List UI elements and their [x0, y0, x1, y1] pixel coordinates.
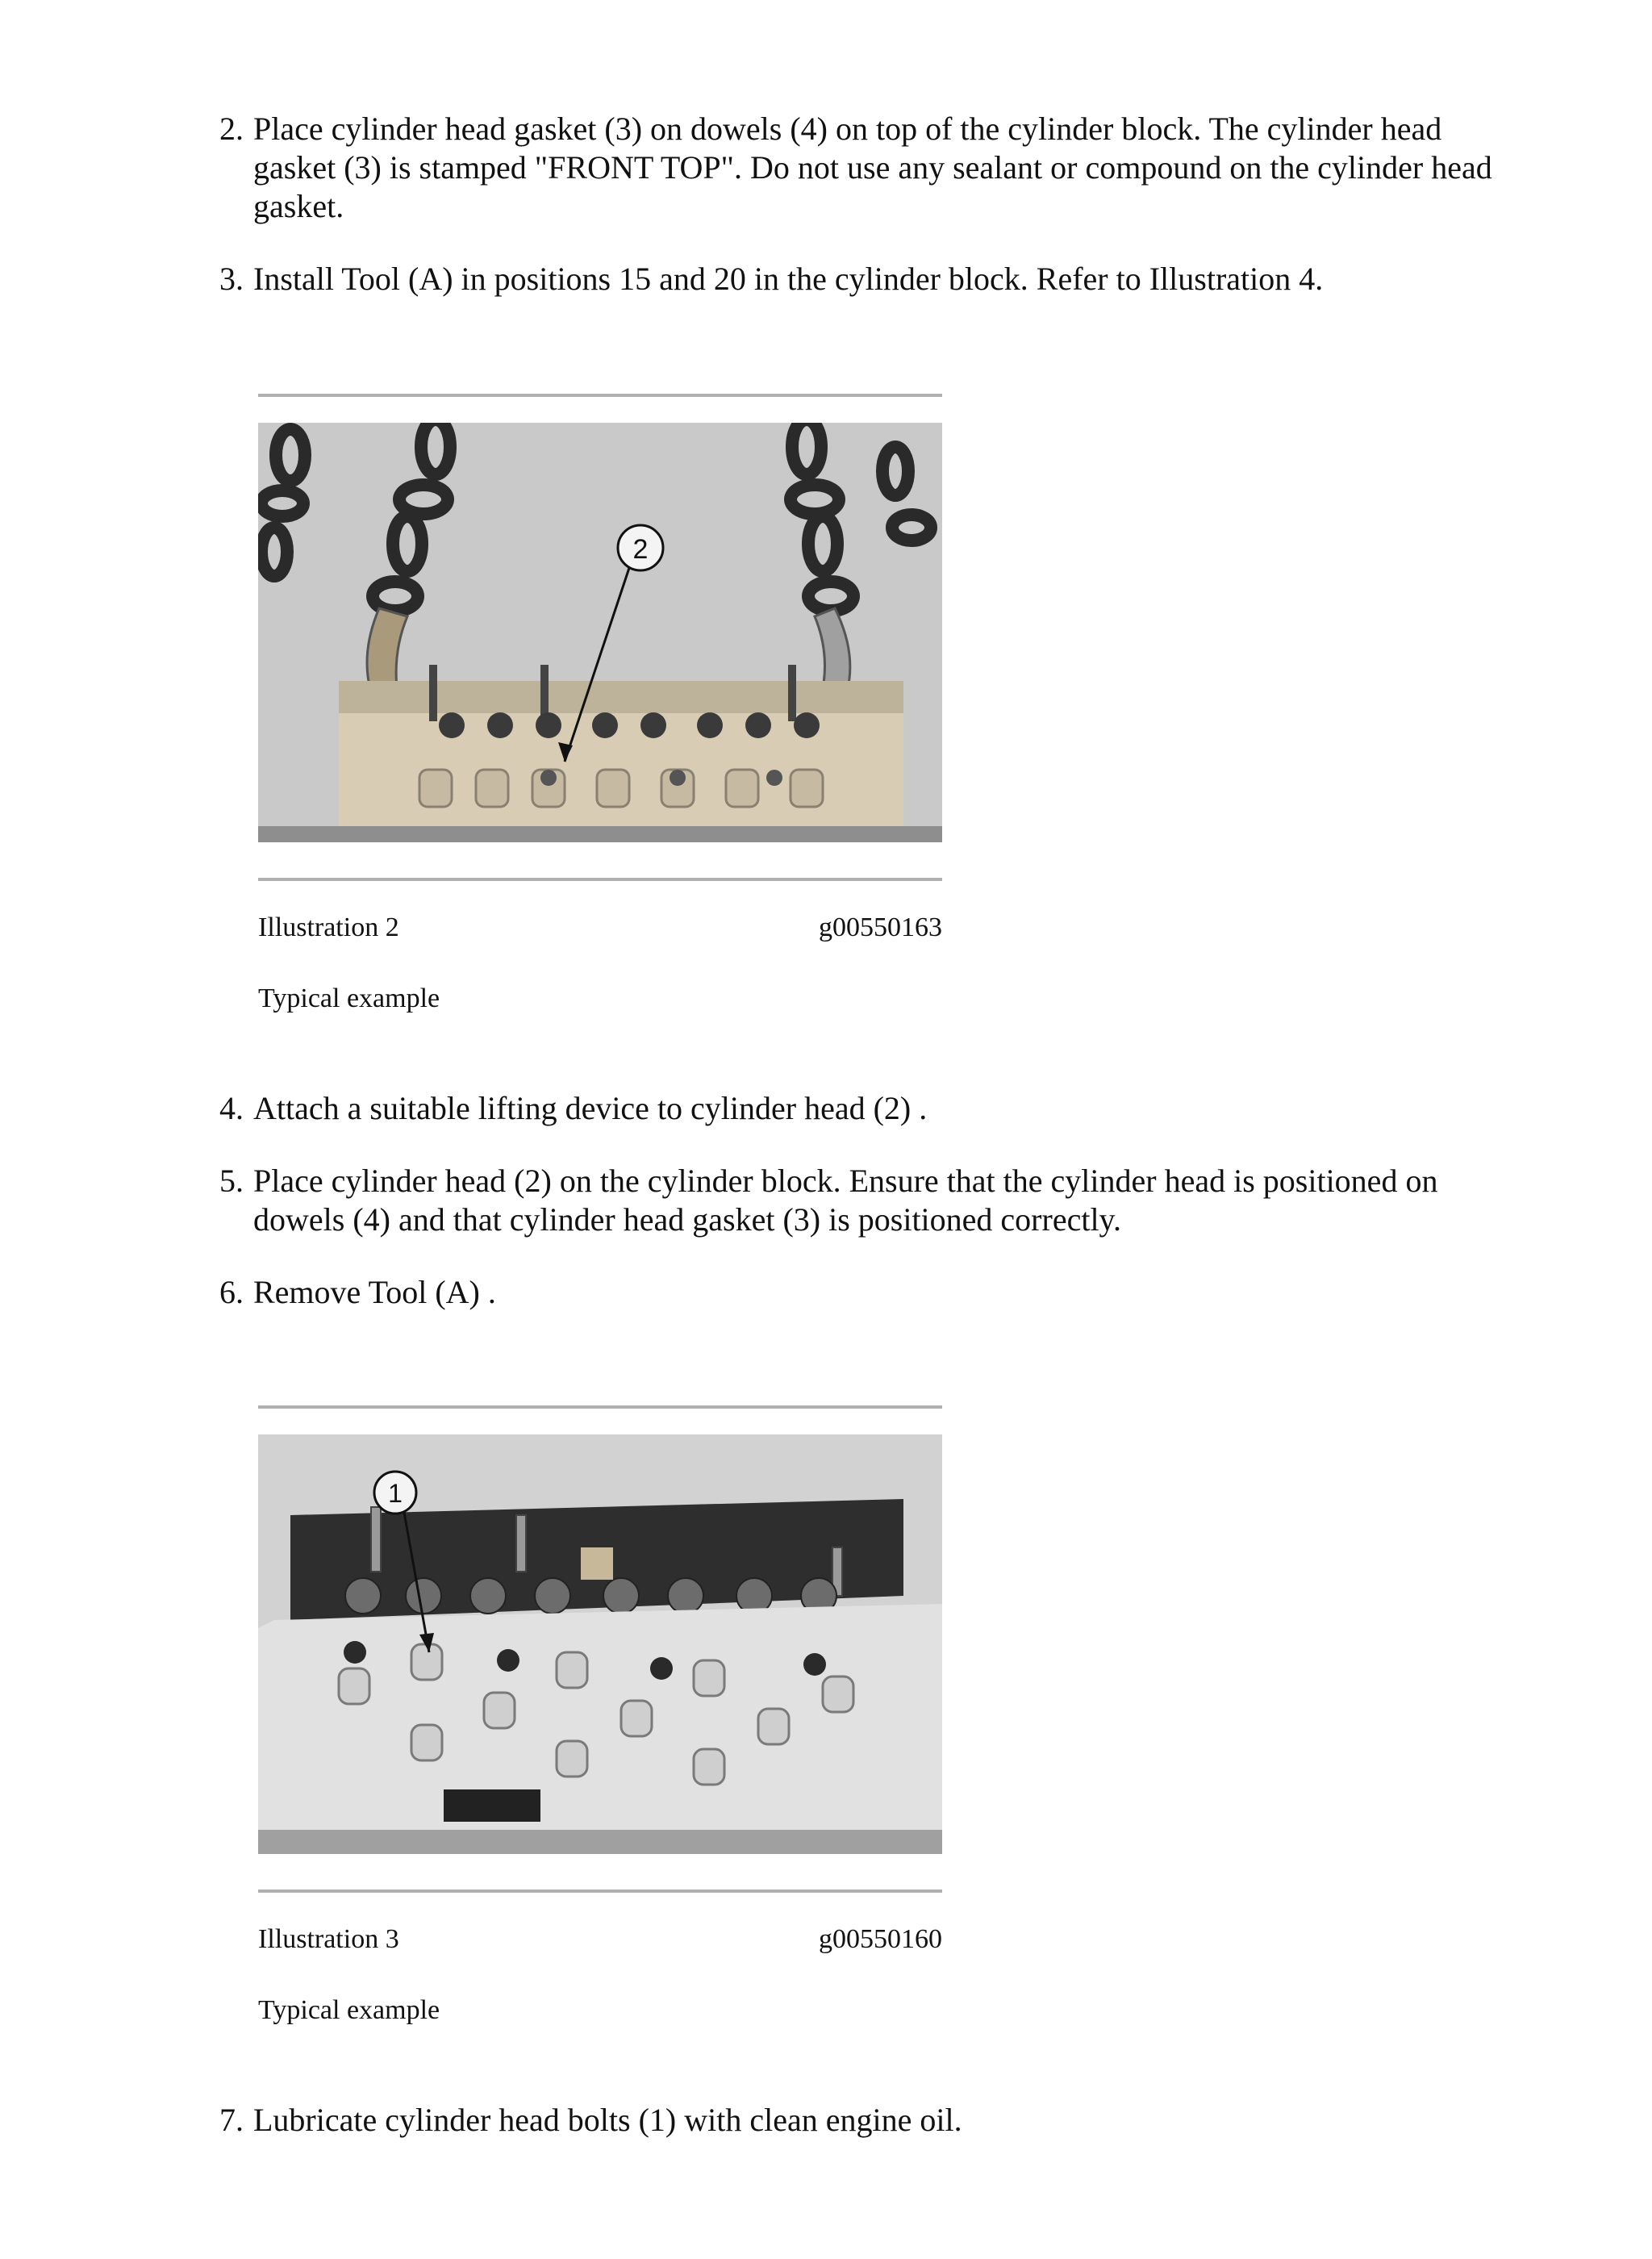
illustration-label: Illustration 2 — [258, 912, 399, 942]
figure-bottom-rule — [258, 1889, 942, 1893]
step-text: Place cylinder head gasket (3) on dowels (4) on top of the cylinder block. The cylinder head gasket (3) is stamped "FRONT TOP". Do not use any sealant or compound on the cylinder head gasket. — [253, 111, 1492, 224]
step-number: 7. — [219, 2102, 244, 2138]
illustration-note: Typical example — [258, 1995, 440, 2025]
figure-top-rule — [258, 1405, 942, 1409]
step-number: 6. — [219, 1274, 244, 1310]
cylinder-head-bolts-image — [258, 1434, 942, 1854]
illustration-2-photo — [258, 423, 942, 842]
step-number: 5. — [219, 1163, 244, 1199]
step-text: Attach a suitable lifting device to cylinder head (2) . — [253, 1090, 928, 1126]
step-text: Remove Tool (A) . — [253, 1274, 496, 1310]
step-text: Lubricate cylinder head bolts (1) with clean engine oil. — [253, 2102, 962, 2138]
cylinder-head-lifting-image — [258, 423, 942, 842]
callout-number: 1 — [388, 1479, 403, 1508]
figure-bottom-rule — [258, 878, 942, 881]
illustration-id: g00550160 — [819, 1924, 942, 1954]
step-text: Install Tool (A) in positions 15 and 20 in the cylinder block. Refer to Illustration 4. — [253, 261, 1324, 297]
step-text: Place cylinder head (2) on the cylinder block. Ensure that the cylinder head is positioned on dowels (4) and that cylinder head gasket (3) is positioned correctly. — [253, 1163, 1438, 1238]
figure-top-rule — [258, 394, 942, 397]
illustration-3-photo — [258, 1434, 942, 1854]
illustration-id: g00550163 — [819, 912, 942, 942]
illustration-note: Typical example — [258, 983, 440, 1013]
step-number: 2. — [219, 111, 244, 147]
callout-number: 2 — [632, 534, 649, 565]
step-number: 3. — [219, 261, 244, 297]
illustration-label: Illustration 3 — [258, 1924, 399, 1954]
step-number: 4. — [219, 1090, 244, 1126]
